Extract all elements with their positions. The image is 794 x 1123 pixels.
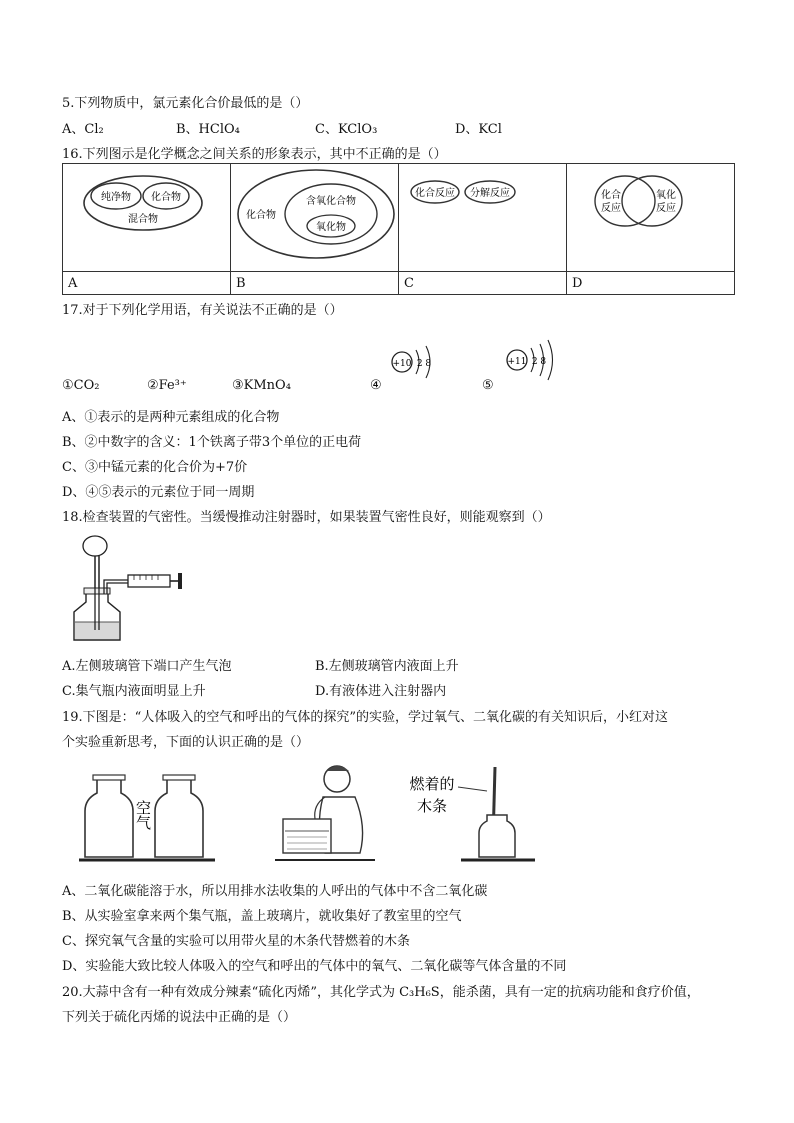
q19-stick-label-line2: 木条 [416, 797, 448, 815]
q17-option-c[interactable]: C、③中锰元素的化合价为+7价 [62, 460, 248, 475]
q15-stem: 5.下列物质中，氯元素化合价最低的是（） [62, 96, 309, 111]
q16-stem: 16.下列图示是化学概念之间关系的形象表示，其中不正确的是（） [62, 147, 447, 162]
q16-a-inner1: 纯净物 [101, 192, 131, 203]
q19-experiment-figure [75, 757, 555, 872]
q16-b-outer: 化合物 [246, 210, 276, 221]
q18-option-b[interactable]: B.左侧玻璃管内液面上升 [315, 659, 459, 674]
q19-option-c[interactable]: C、探究氧气含量的实验可以用带火星的木条代替燃着的木条 [62, 934, 410, 949]
q16-label-c[interactable]: C [399, 272, 567, 295]
q16-d-left2: 反应 [601, 203, 621, 214]
q17-atom-structure-4 [388, 340, 448, 386]
q15-option-b[interactable]: B、HClO₄ [176, 122, 240, 137]
q18-option-d[interactable]: D.有液体进入注射器内 [315, 684, 447, 699]
q17-item-3: ③KMnO₄ [232, 378, 291, 393]
q17-atom4-shells: 2 8 [416, 359, 432, 369]
q17-stem: 17.对于下列化学用语，有关说法不正确的是（） [62, 303, 343, 318]
q17-option-a[interactable]: A、①表示的是两种元素组成的化合物 [62, 410, 280, 425]
q17-atom4-nucleus: +10 [392, 359, 412, 369]
q19-stem-line1: 19.下图是：“人体吸入的空气和呼出的气体的探究”的实验，学过氧气、二氧化碳的有关知识后，小红对这 [62, 710, 668, 725]
q16-label-d[interactable]: D [567, 272, 735, 295]
q16-d-right2: 反应 [656, 203, 676, 214]
q17-item-4: ④ [370, 378, 382, 393]
q19-stick-label-line1: 燃着的 [409, 775, 455, 793]
q16-cell-a-figure [63, 164, 231, 272]
q15-option-c[interactable]: C、KClO₃ [315, 122, 378, 137]
q16-cell-d-figure [567, 164, 735, 272]
q15-option-a[interactable]: A、Cl₂ [62, 122, 104, 137]
q19-option-b[interactable]: B、从实验室拿来两个集气瓶，盖上玻璃片，就收集好了教室里的空气 [62, 909, 462, 924]
q20-stem-line1: 20.大蒜中含有一种有效成分辣素“硫化丙烯”，其化学式为 C₃H₆S，能杀菌，具有一定的抗病功能和食疗价值， [62, 985, 700, 1000]
q16-venn-b [231, 164, 398, 267]
q16-d-right1: 氧化 [656, 190, 676, 201]
q17-item-2: ②Fe³⁺ [147, 378, 187, 393]
q16-label-b[interactable]: B [231, 272, 399, 295]
q18-apparatus-figure [62, 532, 187, 644]
q17-option-d[interactable]: D、④⑤表示的元素位于同一周期 [62, 485, 255, 500]
q17-atom5-shells: 2 8 [531, 357, 547, 367]
q17-item-5: ⑤ [482, 378, 494, 393]
q16-venn-a [63, 164, 230, 267]
q19-option-d[interactable]: D、实验能大致比较人体吸入的空气和呼出的气体中的氧气、二氧化碳等气体含量的不同 [62, 959, 567, 974]
q16-cell-b-figure [231, 164, 399, 272]
q17-option-b[interactable]: B、②中数字的含义：1个铁离子带3个单位的正电荷 [62, 435, 362, 450]
q15-option-d[interactable]: D、KCl [455, 122, 502, 137]
q16-a-outer: 混合物 [128, 214, 158, 225]
q18-option-a[interactable]: A.左侧玻璃管下端口产生气泡 [62, 659, 232, 674]
q19-option-a[interactable]: A、二氧化碳能溶于水，所以用排水法收集的人呼出的气体中不含二氧化碳 [62, 884, 488, 899]
q16-b-inner: 氧化物 [316, 222, 346, 233]
q16-figure-table [62, 163, 735, 295]
q16-c-right: 分解反应 [470, 188, 510, 199]
q19-air-label: 空气 [134, 800, 152, 830]
q16-cell-c-figure [399, 164, 567, 272]
q16-a-inner2: 化合物 [151, 192, 181, 203]
q16-label-a[interactable]: A [63, 272, 231, 295]
q17-atom5-nucleus: +11 [507, 357, 527, 367]
q16-venn-c [399, 164, 566, 267]
q18-stem: 18.检查装置的气密性。当缓慢推动注射器时，如果装置气密性良好，则能观察到（） [62, 510, 551, 525]
q16-venn-d [567, 164, 734, 267]
q16-b-mid: 含氧化合物 [306, 196, 356, 207]
q20-stem-line2: 下列关于硫化丙烯的说法中正确的是（） [62, 1010, 297, 1025]
q17-item-1: ①CO₂ [62, 378, 100, 393]
q17-atom-structure-5 [503, 336, 563, 386]
q18-option-c[interactable]: C.集气瓶内液面明显上升 [62, 684, 206, 699]
q16-c-left: 化合反应 [415, 188, 455, 199]
q16-d-left1: 化合 [601, 190, 621, 201]
q19-stem-line2: 个实验重新思考，下面的认识正确的是（） [62, 735, 310, 750]
